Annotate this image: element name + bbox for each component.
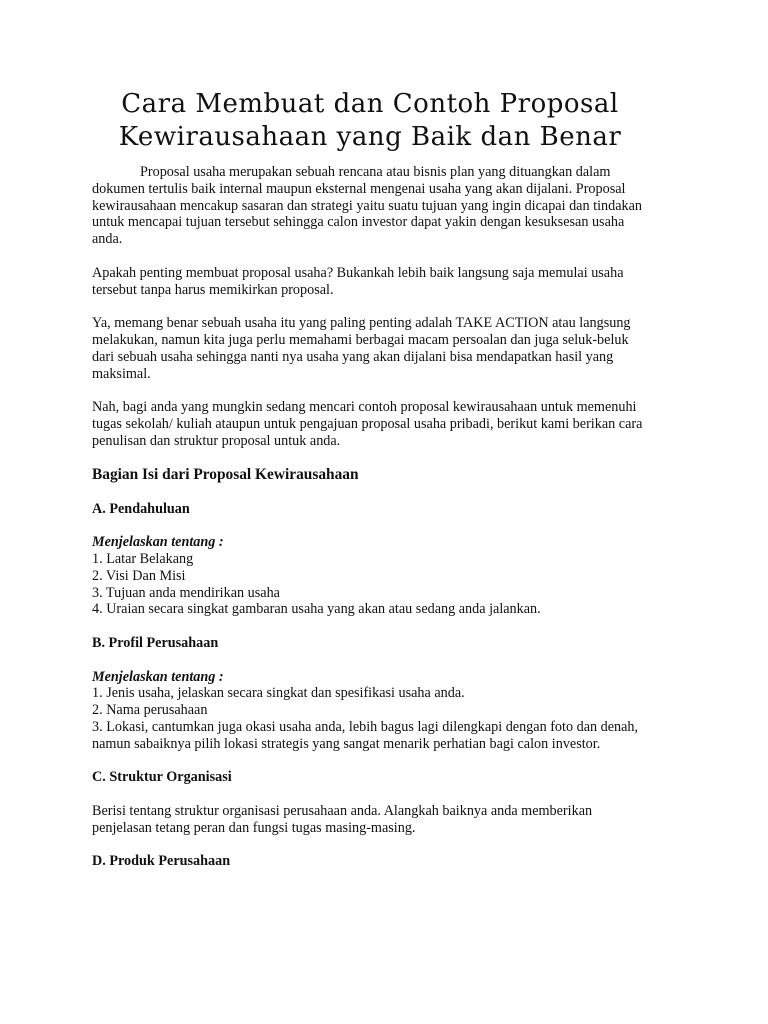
paragraph-2: Apakah penting membuat proposal usaha? Bukankah lebih baik langsung saja memulai usaha tersebut tanpa harus memikirkan proposal. — [92, 264, 624, 298]
main-section-heading: Bagian Isi dari Proposal Kewirausahaan — [92, 466, 359, 484]
section-c-heading: C. Struktur Organisasi — [92, 769, 232, 786]
section-a-list — [92, 551, 648, 618]
intro-paragraph: Proposal usaha merupakan sebuah rencana atau bisnis plan yang dituangkan dalam dokumen tertulis baik internal maupun eksternal mengenai usaha yang akan dijalani. Proposal kewirausahaan mencakup sasaran dan strategi yaitu suatu tujuan yang ingin dicapai dan tindakan untuk mencapai tujuan tersebut sehingga calon investor dapat yakin dengan kesuksesan usaha anda. — [92, 164, 642, 248]
section-c-body: Berisi tentang struktur organisasi perusahaan anda. Alangkah baiknya anda memberikan penjelasan tetang peran dan fungsi tugas masing-masing. — [92, 802, 593, 836]
list-item: 1. Latar Belakang — [92, 551, 194, 568]
section-b-subheading: Menjelaskan tentang : — [92, 668, 224, 685]
list-item: 2. Visi Dan Misi — [92, 567, 186, 584]
list-item: 4. Uraian secara singkat gambaran usaha yang akan atau sedang anda jalankan. — [92, 601, 541, 618]
list-item: 3. Lokasi, cantumkan juga okasi usaha anda, lebih bagus lagi dilengkapi dengan foto dan denah, namun sabaiknya pilih lokasi strategis yang sangat menarik perhatian bagi calon investor. — [92, 719, 639, 752]
paragraph-4: Nah, bagi anda yang mungkin sedang mencari contoh proposal kewirausahaan untuk memenuhi tugas sekolah/ kuliah ataupun untuk pengajuan proposal usaha pribadi, berikut kami berikan cara penulisan dan struktur proposal untuk anda. — [92, 399, 643, 449]
list-item: 3. Tujuan anda mendirikan usaha — [92, 584, 280, 601]
section-a-heading: A. Pendahuluan — [92, 500, 190, 517]
section-b-heading: B. Profil Perusahaan — [92, 635, 219, 652]
list-item: 1. Jenis usaha, jelaskan secara singkat dan spesifikasi usaha anda. — [92, 685, 465, 702]
section-d-heading: D. Produk Perusahaan — [92, 853, 231, 870]
document-title — [92, 88, 648, 154]
title-line-2: Kewirausahaan yang Baik dan Benar — [118, 122, 622, 152]
section-a-subheading: Menjelaskan tentang : — [92, 534, 224, 551]
list-item: 2. Nama perusahaan — [92, 702, 208, 719]
paragraph-3: Ya, memang benar sebuah usaha itu yang paling penting adalah TAKE ACTION atau langsung melakukan, namun kita juga perlu memahami berbagai macam persoalan dan juga seluk-beluk dari sebuah usaha sehingga nanti nya usaha yang akan dijalani bisa mendapatkan hasil yang maksimal. — [92, 315, 631, 382]
section-b-list — [92, 685, 648, 752]
title-line-1: Cara Membuat dan Contoh Proposal — [121, 89, 619, 119]
